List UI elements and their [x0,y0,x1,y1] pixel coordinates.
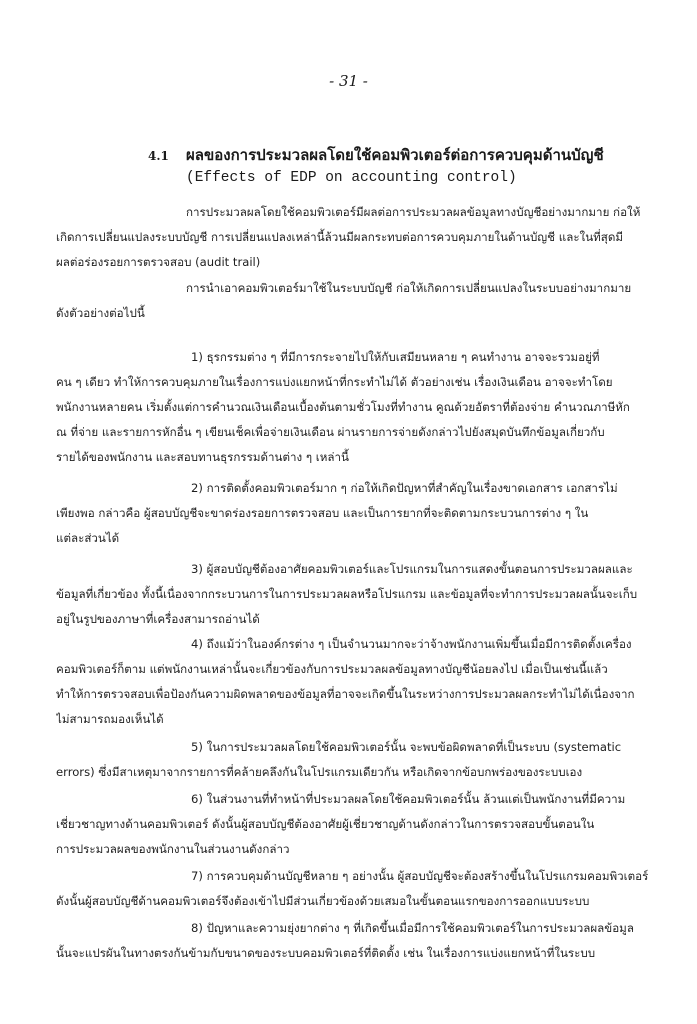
paragraph-line: 5) ในการประมวลผลโดยใช้คอมพิวเตอร์นั้น จะพบข้อผิดพลาดที่เป็นระบบ (systematic [191,740,622,754]
list-item-8 [56,916,652,966]
list-item-5 [56,735,652,785]
paragraph-line: คน ๆ เดียว ทำให้การควบคุมภายในเรื่องการแบ่งแยกหน้าที่กระทำไม่ได้ ตัวอย่างเช่น เรื่องเงินเดือน อาจจะทำโดย [56,375,613,389]
paragraph-examples-intro [56,276,652,326]
paragraph-line: ข้อมูลที่เกี่ยวข้อง ทั้งนี้เนื่องจากกระบวนการในการประมวลผลหรือโปรแกรม และข้อมูลที่จะทำการประมวลผลนั้นจะเก็บ [56,587,638,601]
paragraph-line: แต่ละส่วนได้ [56,531,120,545]
paragraph-line: ดังตัวอย่างต่อไปนี้ [56,306,145,320]
paragraph-line: ผลต่อร่องรอยการตรวจสอบ (audit trail) [56,255,261,269]
paragraph-line: errors) ซึ่งมีสาเหตุมาจากรายการที่คล้ายคลึงกันในโปรแกรมเดียวกัน หรือเกิดจากข้อบกพร่องของระบบเอง [56,765,583,779]
paragraph-line: รายได้ของพนักงาน และสอบทานธุรกรรมด้านต่าง ๆ เหล่านี้ [56,450,349,464]
paragraph-line: 3) ผู้สอบบัญชีต้องอาศัยคอมพิวเตอร์และโปรแกรมในการแสดงขั้นตอนการประมวลผลและ [191,562,633,576]
list-item-4 [56,632,652,732]
list-item-1 [56,345,652,470]
list-item-7 [56,864,652,914]
section-title-thai: ผลของการประมวลผลโดยใช้คอมพิวเตอร์ต่อการควบคุมด้านบัญชี [186,146,604,164]
section-heading [148,144,668,189]
paragraph-line: ทำให้การตรวจสอบเพื่อป้องกันความผิดพลาดของข้อมูลที่อาจจะเกิดขึ้นในระหว่างการประมวลผลกระทำไม่ได้เนื่องจาก [56,687,635,701]
paragraph-line: 2) การติดตั้งคอมพิวเตอร์มาก ๆ ก่อให้เกิดปัญหาที่สำคัญในเรื่องขาดเอกสาร เอกสารไม่ [191,481,618,495]
paragraph-line: 7) การควบคุมด้านบัญชีหลาย ๆ อย่างนั้น ผู้สอบบัญชีจะต้องสร้างขึ้นในโปรแกรมคอมพิวเตอร์ [191,869,649,883]
list-item-3 [56,557,652,632]
paragraph-line: คอมพิวเตอร์ก็ตาม แต่พนักงานเหล่านั้นจะเกี่ยวข้องกับการประมวลผลข้อมูลทางบัญชีน้อยลงไป เมื่อเป็นเช่นนี้แล้ว [56,662,608,676]
page-number: - 31 - [329,72,368,90]
paragraph-line: 6) ในส่วนงานที่ทำหน้าที่ประมวลผลโดยใช้คอมพิวเตอร์นั้น ล้วนแต่เป็นพนักงานที่มีความ [191,792,626,806]
paragraph-line: อยู่ในรูปของภาษาที่เครื่องสามารถอ่านได้ [56,612,260,626]
paragraph-line: ไม่สามารถมองเห็นได้ [56,712,164,726]
paragraph-line: พนักงานหลายคน เริ่มตั้งแต่การคำนวณเงินเดือนเบื้องต้นตามชั่วโมงที่ทำงาน คูณด้วยอัตราที่ต้องจ่าย คำนวณภาษีหัก [56,400,630,414]
paragraph-line: ดังนั้นผู้สอบบัญชีด้านคอมพิวเตอร์จึงต้องเข้าไปมีส่วนเกี่ยวข้องด้วยเสมอในขั้นตอนแรกของการออกแบบระบบ [56,894,590,908]
paragraph-line: การนำเอาคอมพิวเตอร์มาใช้ในระบบบัญชี ก่อให้เกิดการเปลี่ยนแปลงในระบบอย่างมากมาย [186,281,632,295]
paragraph-line: เพียงพอ กล่าวคือ ผู้สอบบัญชีจะขาดร่องรอยการตรวจสอบ และเป็นการยากที่จะติดตามกระบวนการต่าง ๆ ใน [56,506,589,520]
paragraph-line: ณ ที่จ่าย และรายการหักอื่น ๆ เขียนเช็คเพื่อจ่ายเงินเดือน ผ่านรายการจ่ายดังกล่าวไปยังสมุดบันทึกข้อมูลเกี่ยวกับ [56,425,605,439]
paragraph-line: 8) ปัญหาและความยุ่งยากต่าง ๆ ที่เกิดขึ้นเมื่อมีการใช้คอมพิวเตอร์ในการประมวลผลข้อมูล [191,921,634,935]
paragraph-line: การประมวลผลของพนักงานในส่วนงานดังกล่าว [56,842,290,856]
section-heading-thai [148,144,668,167]
list-item-2 [56,476,652,551]
paragraph-line: เกิดการเปลี่ยนแปลงระบบบัญชี การเปลี่ยนแปลงเหล่านี้ล้วนมีผลกระทบต่อการควบคุมภายในด้านบัญชี และในที่สุดมี [56,230,624,244]
list-item-6 [56,787,652,862]
paragraph-line: เชี่ยวชาญทางด้านคอมพิวเตอร์ ดังนั้นผู้สอบบัญชีต้องอาศัยผู้เชี่ยวชาญด้านดังกล่าวในการตรวจสอบขั้นตอนใน [56,817,595,831]
paragraph-intro [56,200,652,275]
paragraph-line: 4) ถึงแม้ว่าในองค์กรต่าง ๆ เป็นจำนวนมากจะว่าจ้างพนักงานเพิ่มขึ้นเมื่อมีการติดตั้งเครื่อง [191,637,632,651]
paragraph-line: การประมวลผลโดยใช้คอมพิวเตอร์มีผลต่อการประมวลผลข้อมูลทางบัญชีอย่างมากมาย ก่อให้ [186,205,641,219]
paragraph-line: 1) ธุรกรรมต่าง ๆ ที่มีการกระจายไปให้กับเสมียนหลาย ๆ คนทำงาน อาจจะรวมอยู่ที่ [191,350,600,364]
section-title-english: (Effects of EDP on accounting control) [186,170,517,186]
section-number: 4.1 [148,149,169,163]
paragraph-line: นั้นจะแปรผันในทางตรงกันข้ามกับขนาดของระบบคอมพิวเตอร์ที่ติดตั้ง เช่น ในเรื่องการแบ่งแยกหน้าที่ในระบบ [56,946,596,960]
